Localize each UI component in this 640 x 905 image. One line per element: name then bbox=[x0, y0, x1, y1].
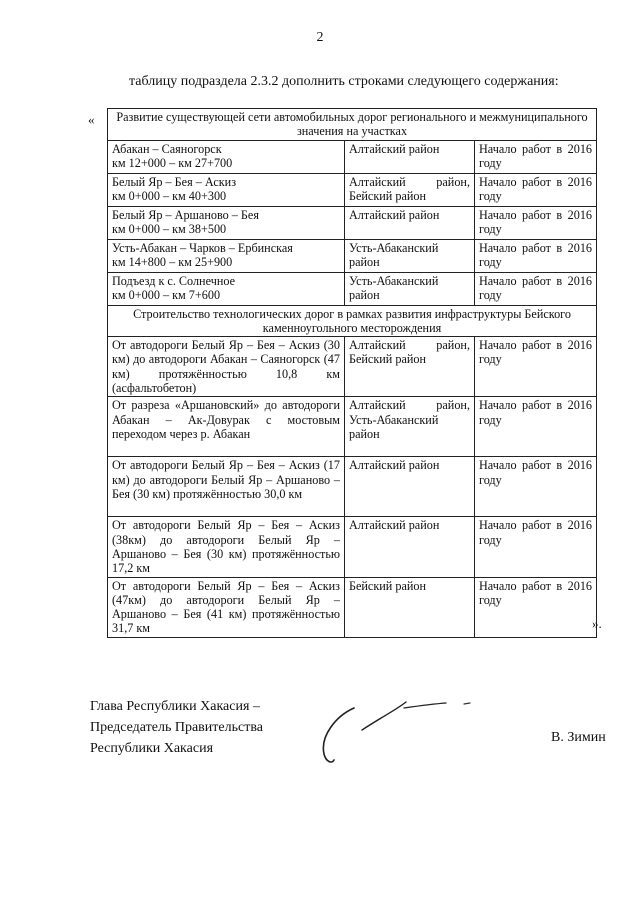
start-cell: Начало работ в 2016 году bbox=[475, 272, 597, 305]
handwritten-signature bbox=[314, 690, 484, 770]
district-cell: Алтайский район bbox=[345, 206, 475, 239]
signatory-position-line: Республики Хакасия bbox=[90, 741, 214, 756]
start-cell: Начало работ в 2016 году bbox=[475, 173, 597, 206]
start-cell: Начало работ в 2016 году bbox=[475, 206, 597, 239]
start-cell: Начало работ в 2016 году bbox=[475, 457, 597, 517]
table-row bbox=[108, 337, 597, 397]
district-cell: Алтайский район bbox=[345, 140, 475, 173]
table-row bbox=[108, 272, 597, 305]
table-row bbox=[108, 173, 597, 206]
district-cell: Алтайский район, Усть-Абаканский район bbox=[345, 397, 475, 457]
signatory-position-line: Председатель Правительства bbox=[90, 720, 263, 735]
start-cell: Начало работ в 2016 году bbox=[475, 397, 597, 457]
district-cell: Усть-Абаканский район bbox=[345, 239, 475, 272]
road-cell: Белый Яр – Аршаново – Бея км 0+000 – км 38+500 bbox=[108, 206, 345, 239]
road-cell: От автодороги Белый Яр – Бея – Аскиз (17 км) до автодороги Белый Яр – Аршаново – Бея (30 км) протяжённостью 30,0 км bbox=[108, 457, 345, 517]
road-cell: От разреза «Аршановский» до автодороги Абакан – Ак-Довурак с мостовым переходом через р. Абакан bbox=[108, 397, 345, 457]
page-number: 2 bbox=[316, 30, 324, 45]
road-cell: Подъезд к с. Солнечное км 0+000 – км 7+600 bbox=[108, 272, 345, 305]
section-header bbox=[108, 109, 597, 141]
start-cell: Начало работ в 2016 году bbox=[475, 517, 597, 577]
road-cell: От автодороги Белый Яр – Бея – Аскиз (30 км) до автодороги Абакан – Саяногорск (47 км) протяжённостью 10,8 км (асфальтобетон) bbox=[108, 337, 345, 397]
district-cell: Алтайский район bbox=[345, 517, 475, 577]
road-cell: От автодороги Белый Яр – Бея – Аскиз (47км) до автодороги Белый Яр – Аршаново – Бея (41 км) протяжённостью 31,7 км bbox=[108, 577, 345, 637]
section-title: Строительство технологических дорог в рамках развития инфраструктуры Бейского каменноугольного месторождения bbox=[108, 305, 597, 337]
section-title: Развитие существующей сети автомобильных дорог регионального и межмуниципального значения на участках bbox=[108, 109, 597, 141]
road-table bbox=[107, 108, 597, 638]
signatory-position bbox=[90, 696, 263, 759]
road-cell: От автодороги Белый Яр – Бея – Аскиз (38км) до автодороги Белый Яр – Аршаново – Бея (30 км) протяжённостью 17,2 км bbox=[108, 517, 345, 577]
table-row bbox=[108, 239, 597, 272]
district-cell: Алтайский район, Бейский район bbox=[345, 337, 475, 397]
start-cell: Начало работ в 2016 году bbox=[475, 337, 597, 397]
district-cell: Бейский район bbox=[345, 577, 475, 637]
table-row bbox=[108, 397, 597, 457]
opening-quote: « bbox=[88, 112, 95, 127]
table-row bbox=[108, 517, 597, 577]
road-cell: Белый Яр – Бея – Аскиз км 0+000 – км 40+300 bbox=[108, 173, 345, 206]
table-row bbox=[108, 457, 597, 517]
district-cell: Алтайский район bbox=[345, 457, 475, 517]
table-row bbox=[108, 206, 597, 239]
closing-quote: ». bbox=[592, 616, 602, 631]
start-cell: Начало работ в 2016 году bbox=[475, 239, 597, 272]
signatory-position-line: Глава Республики Хакасия – bbox=[90, 699, 260, 714]
table-row bbox=[108, 140, 597, 173]
start-cell: Начало работ в 2016 году bbox=[475, 140, 597, 173]
district-cell: Усть-Абаканский район bbox=[345, 272, 475, 305]
signatory-name: В. Зимин bbox=[551, 730, 606, 745]
start-cell: Начало работ в 2016 году bbox=[475, 577, 597, 637]
table-row bbox=[108, 577, 597, 637]
district-cell: Алтайский район, Бейский район bbox=[345, 173, 475, 206]
road-cell: Абакан – Саяногорск км 12+000 – км 27+700 bbox=[108, 140, 345, 173]
road-cell: Усть-Абакан – Чарков – Ербинская км 14+800 – км 25+900 bbox=[108, 239, 345, 272]
section-header bbox=[108, 305, 597, 337]
intro-text: таблицу подраздела 2.3.2 дополнить строками следующего содержания: bbox=[129, 74, 559, 89]
